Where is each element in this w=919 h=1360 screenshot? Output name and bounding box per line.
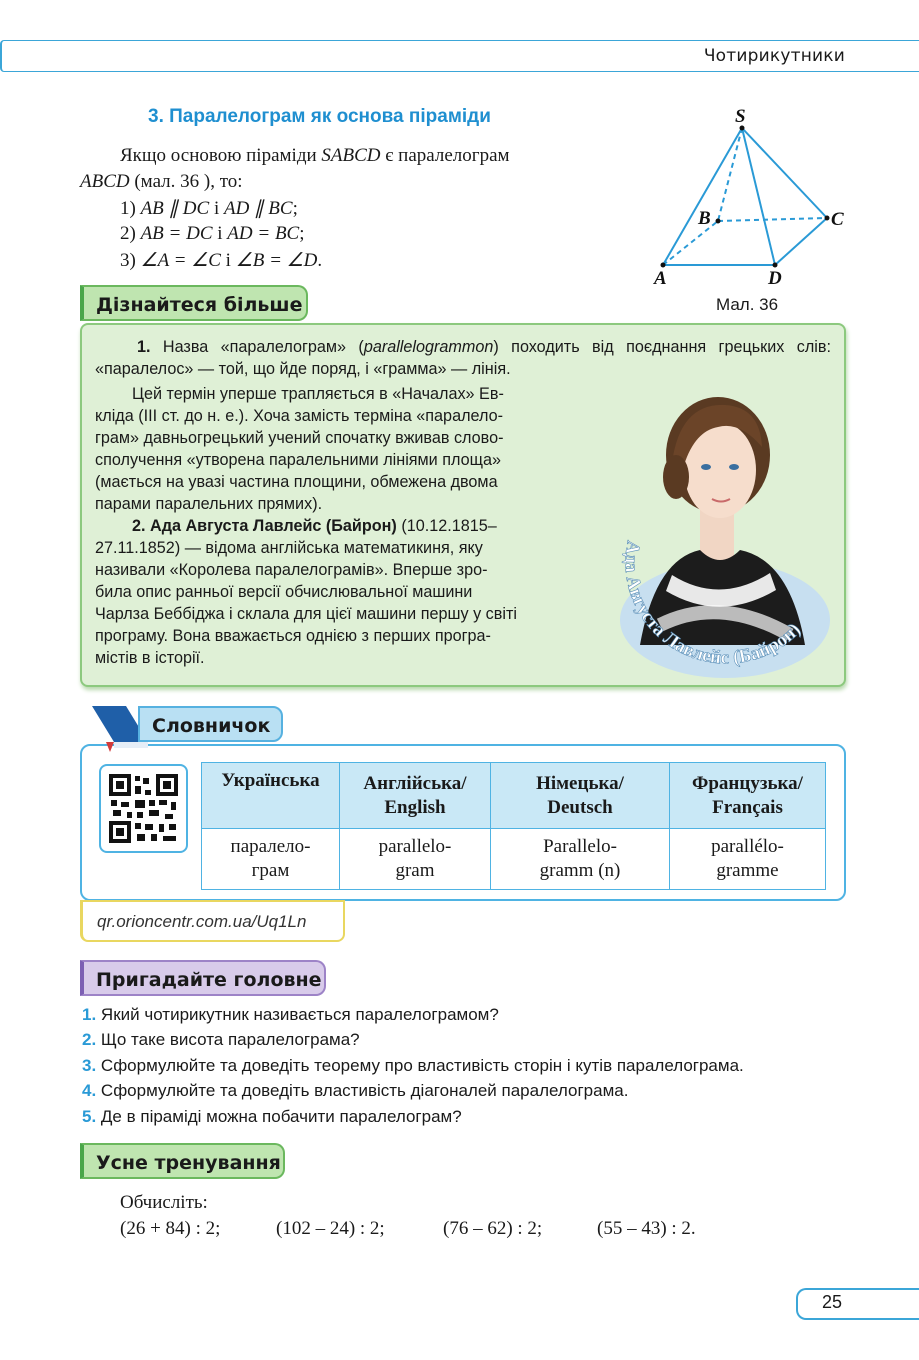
intro-text: є паралелограм bbox=[380, 145, 510, 166]
term-text: gram bbox=[395, 860, 435, 881]
intro-line-1 bbox=[120, 145, 510, 167]
person-name: 2. Ада Августа Лавлейс (Байрон) bbox=[132, 517, 397, 535]
text-line: (мається на увазі частина площини, обмежена двома bbox=[95, 473, 498, 491]
text-line: Чарлза Беббіджа і склала для цієї машини першу у світі bbox=[95, 605, 517, 623]
paragraph-number: 1. bbox=[137, 338, 151, 356]
property-punct: ; bbox=[292, 198, 298, 219]
property-2 bbox=[120, 223, 305, 245]
vertex-d bbox=[773, 263, 778, 268]
term-ukrainian bbox=[202, 829, 340, 890]
term-english bbox=[340, 829, 491, 890]
term-text: паралело- bbox=[230, 836, 311, 857]
property-punct: . bbox=[317, 250, 323, 271]
question-number: 1. bbox=[82, 1005, 97, 1024]
property-conjunction: і bbox=[212, 223, 228, 244]
header-english bbox=[340, 763, 491, 829]
intro-text: (мал. 36 ), то: bbox=[129, 171, 243, 192]
text-line: містів в історії. bbox=[95, 649, 205, 667]
property-3 bbox=[120, 249, 322, 272]
learn-more-tab: Дізнайтеся більше bbox=[80, 285, 308, 321]
text-line: парами паралельних прямих). bbox=[95, 495, 323, 513]
text-line: Цей термін уперше трапляється в «Началах» Ев- bbox=[132, 385, 504, 403]
property-formula: AD = BC bbox=[227, 223, 300, 244]
qr-code-icon bbox=[101, 766, 186, 851]
section-title: 3. Паралелограм як основа піраміди bbox=[148, 106, 491, 127]
edge-sc bbox=[742, 128, 827, 218]
intro-pyramid-name: SABCD bbox=[321, 145, 381, 166]
recall-tab: Пригадайте головне bbox=[80, 960, 326, 996]
property-conjunction: і bbox=[220, 250, 236, 271]
portrait-illustration bbox=[600, 385, 840, 685]
question-text: Сформулюйте та доведіть властивість діагоналей паралелограма. bbox=[100, 1081, 629, 1100]
header-text: English bbox=[384, 796, 446, 818]
text-line: програму. Вона вважається однією з перших програ- bbox=[95, 627, 491, 645]
term-text: parallélo- bbox=[711, 836, 784, 857]
property-number: 2) bbox=[120, 223, 141, 244]
edge-dc bbox=[775, 218, 827, 265]
vertex-c bbox=[825, 216, 830, 221]
question-text: Що таке висота паралелограма? bbox=[100, 1030, 360, 1049]
recall-question-5 bbox=[82, 1107, 462, 1127]
recall-question-4 bbox=[82, 1081, 628, 1101]
question-number: 2. bbox=[82, 1030, 97, 1049]
question-text: Сформулюйте та доведіть теорему про властивість сторін і кутів паралелограма. bbox=[100, 1056, 744, 1075]
paragraph-text: ) походить від поєднання грецьких слів: «паралелос» — той, що йде поряд, і «грамма» — лінія. bbox=[95, 338, 831, 378]
label-d: D bbox=[768, 268, 782, 289]
header-text: Українська bbox=[221, 770, 320, 791]
text-line: грам» давньогрецький учений спочатку вживав слово- bbox=[95, 429, 504, 447]
question-text: Який чотирикутник називається паралелограмом? bbox=[100, 1005, 499, 1024]
property-formula: AB ∥ DC bbox=[140, 198, 210, 219]
header-text: Deutsch bbox=[547, 796, 613, 818]
page-number-box bbox=[796, 1288, 919, 1320]
edge-bc-hidden bbox=[718, 218, 827, 221]
label-s: S bbox=[735, 106, 746, 127]
oral-prompt: Обчисліть: bbox=[120, 1192, 208, 1213]
text-line: кліда (III ст. до н. е.). Хоча замість терміна «паралело- bbox=[95, 407, 503, 425]
property-formula: AD ∥ BC bbox=[223, 198, 293, 219]
recall-question-2 bbox=[82, 1030, 360, 1050]
learn-more-paragraph-1 bbox=[95, 336, 831, 380]
vertex-a bbox=[661, 263, 666, 268]
text-line bbox=[95, 515, 587, 537]
question-number: 4. bbox=[82, 1081, 97, 1100]
glossary-header-row bbox=[202, 763, 826, 829]
portrait-caption: Ада Августа Лавлейс (Байрон) bbox=[620, 539, 805, 669]
term-german bbox=[491, 829, 670, 890]
property-punct: ; bbox=[299, 223, 305, 244]
label-a: A bbox=[654, 268, 667, 289]
text-line: називали «Королева паралелограмів». Вперше зро- bbox=[95, 561, 488, 579]
term-text: parallelo- bbox=[378, 836, 452, 857]
oral-expression-1: (26 + 84) : 2; bbox=[120, 1218, 221, 1239]
qr-link[interactable]: qr.orioncentr.com.ua/Uq1Ln bbox=[80, 900, 345, 942]
header-french bbox=[670, 763, 826, 829]
header-title: Чотирикутники bbox=[703, 46, 845, 66]
header-ukrainian bbox=[202, 763, 340, 829]
greek-term: parallelogrammon bbox=[363, 338, 494, 356]
property-formula: ∠B = ∠D bbox=[235, 250, 318, 271]
edge-sb-hidden bbox=[718, 128, 742, 221]
intro-text: Якщо основою піраміди bbox=[120, 145, 322, 166]
vertex-b bbox=[716, 219, 721, 224]
label-c: C bbox=[831, 209, 844, 230]
oral-expression-2: (102 – 24) : 2; bbox=[276, 1218, 385, 1239]
header-german bbox=[491, 763, 670, 829]
property-formula: AB = DC bbox=[140, 223, 213, 244]
text-line: сполучення «утворена паралельними лініями площа» bbox=[95, 451, 501, 469]
qr-code-frame[interactable] bbox=[99, 764, 188, 853]
figure-caption: Мал. 36 bbox=[716, 295, 779, 314]
paragraph-text: Назва «паралелограм» ( bbox=[150, 338, 364, 356]
header-text: Англійська/ bbox=[363, 772, 467, 794]
oral-expression-3: (76 – 62) : 2; bbox=[443, 1218, 543, 1239]
oral-expression-4: (55 – 43) : 2. bbox=[597, 1218, 696, 1239]
question-number: 3. bbox=[82, 1056, 97, 1075]
text-line: 27.11.1852) — відома англійська математикиня, яку bbox=[95, 539, 483, 557]
pyramid-figure bbox=[640, 100, 860, 295]
learn-more-paragraph-2 bbox=[95, 383, 587, 669]
page-number: 25 bbox=[822, 1292, 843, 1312]
recall-question-1 bbox=[82, 1005, 499, 1025]
term-french bbox=[670, 829, 826, 890]
text-line: била опис ранньої версії обчислювальної машини bbox=[95, 583, 473, 601]
intro-line-2 bbox=[80, 171, 243, 193]
recall-question-3 bbox=[82, 1056, 744, 1076]
property-number: 1) bbox=[120, 198, 141, 219]
header-text: Німецька/ bbox=[536, 772, 624, 794]
edge-sd bbox=[742, 128, 775, 265]
property-formula: ∠A = ∠C bbox=[140, 250, 221, 271]
term-text: Parallelo- bbox=[543, 836, 617, 857]
property-conjunction: і bbox=[209, 198, 224, 219]
oral-training-tab: Усне тренування bbox=[80, 1143, 285, 1179]
edge-sa bbox=[663, 128, 742, 265]
dates-text: (10.12.1815– bbox=[396, 517, 497, 535]
question-text: Де в піраміді можна побачити паралелограм? bbox=[100, 1107, 462, 1126]
glossary-tab: Словничок bbox=[138, 706, 283, 742]
header-text: Французька/ bbox=[692, 772, 803, 794]
header-text: Français bbox=[712, 796, 783, 818]
term-text: грам bbox=[251, 860, 290, 881]
glossary-table bbox=[201, 762, 826, 890]
property-number: 3) bbox=[120, 250, 141, 271]
property-1 bbox=[120, 197, 298, 220]
term-text: gramme bbox=[716, 860, 779, 881]
term-text: gramm (n) bbox=[539, 860, 621, 881]
label-b: B bbox=[698, 208, 711, 229]
question-number: 5. bbox=[82, 1107, 97, 1126]
intro-base-name: ABCD bbox=[80, 171, 130, 192]
glossary-term-row bbox=[202, 829, 826, 890]
